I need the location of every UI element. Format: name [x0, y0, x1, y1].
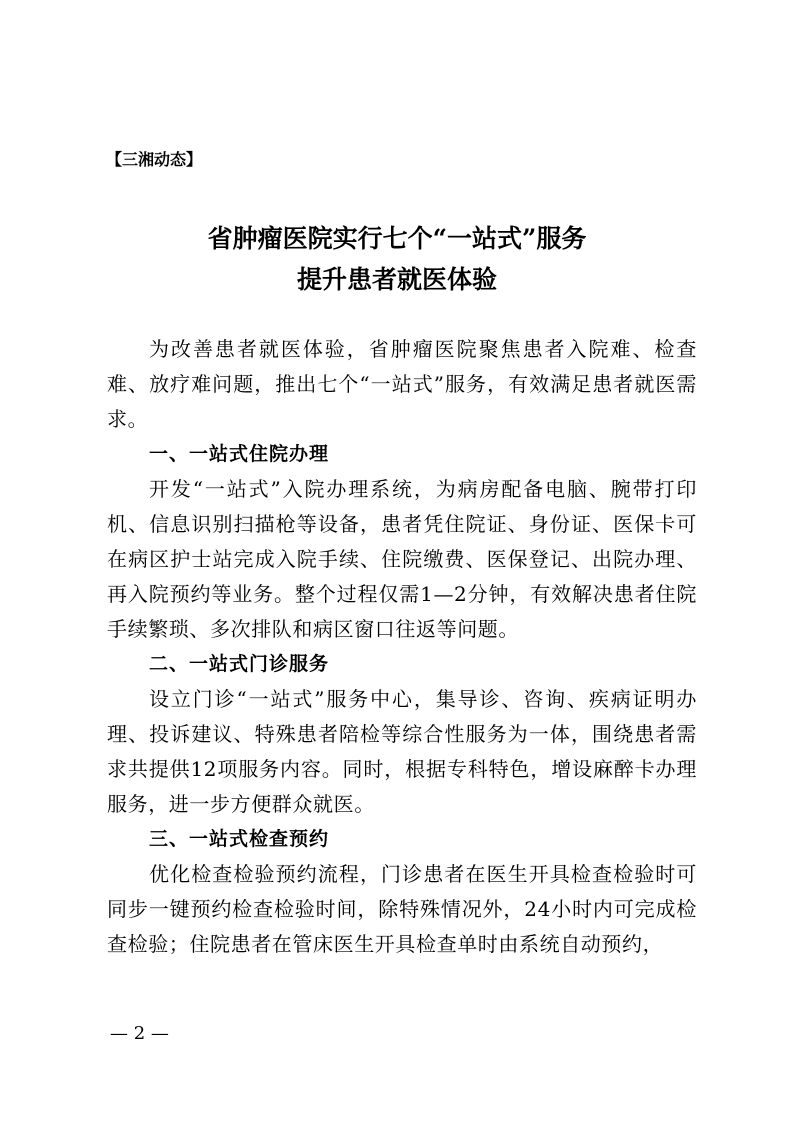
article-title-line-1: 省肿瘤医院实行七个“一站式”服务: [207, 224, 587, 253]
intro-paragraph: 为改善患者就医体验，省肿瘤医院聚焦患者入院难、检查难、放疗难问题，推出七个“一站式”服务，有效满足患者就医需求。: [107, 337, 697, 431]
section-paragraph-1: 开发“一站式”入院办理系统，为病房配备电脑、腕带打印机、信息识别扫描枪等设备，患者凭住院证、身份证、医保卡可在病区护士站完成入院手续、住院缴费、医保登记、出院办理、再入院预约等业务。整个过程仅需1—2分钟，有效解决患者住院手续繁琐、多次排队和病区窗口往返等问题。: [107, 477, 697, 641]
page-number: — 2 —: [110, 1023, 169, 1044]
section-heading-3: 三、一站式检查预约: [149, 828, 330, 850]
article-title-line-2: 提升患者就医体验: [296, 265, 497, 294]
section-heading-2: 二、一站式门诊服务: [149, 653, 330, 675]
column-tag: 【三湘动态】: [106, 150, 203, 169]
section-paragraph-3: 优化检查检验预约流程，门诊患者在医生开具检查检验时可同步一键预约检查检验时间，除特殊情况外，24小时内可完成检查检验；住院患者在管床医生开具检查单时由系统自动预约，: [107, 862, 697, 956]
article-body: [107, 332, 697, 962]
section-heading-1: 一、一站式住院办理: [149, 443, 330, 465]
section-paragraph-2: 设立门诊“一站式”服务中心，集导诊、咨询、疾病证明办理、投诉建议、特殊患者陪检等综合性服务为一体，围绕患者需求共提供12项服务内容。同时，根据专科特色，增设麻醉卡办理服务，进一步方便群众就医。: [107, 687, 697, 816]
